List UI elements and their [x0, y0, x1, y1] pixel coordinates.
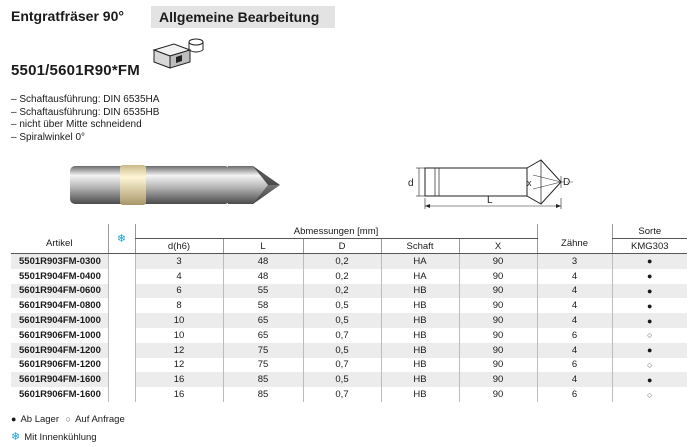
- cell-D: 0,2: [303, 284, 381, 299]
- cell-X: 90: [459, 372, 537, 387]
- cell-shank: HB: [381, 387, 459, 402]
- cell-avail: ●: [647, 300, 653, 311]
- cell-X: 90: [459, 358, 537, 373]
- cooling-icon: ❄: [11, 431, 21, 443]
- table-row: [11, 343, 687, 358]
- cell-article: 5601R906FM-1000: [11, 328, 108, 343]
- cooling-cell: [108, 284, 135, 299]
- cooling-cell: [108, 372, 135, 387]
- cell-X: 90: [459, 269, 537, 284]
- cell-teeth: 4: [537, 313, 612, 328]
- cell-article: 5601R904FM-0600: [11, 284, 108, 299]
- cooling-cell: [108, 269, 135, 284]
- cell-d: 3: [135, 254, 223, 269]
- table-row: [11, 328, 687, 343]
- col-shank: Schaft: [381, 239, 459, 254]
- cell-L: 48: [223, 269, 303, 284]
- cooling-cell: [108, 254, 135, 269]
- cell-L: 58: [223, 298, 303, 313]
- col-teeth: Zähne: [537, 224, 612, 254]
- col-article: Artikel: [11, 224, 108, 254]
- cell-avail: ●: [612, 343, 687, 358]
- cell-avail: ●: [612, 313, 687, 328]
- cell-D: 0,5: [303, 372, 381, 387]
- cell-avail: ●: [612, 254, 687, 269]
- cooling-cell: [108, 313, 135, 328]
- table-row: [11, 313, 687, 328]
- cell-d: 10: [135, 328, 223, 343]
- tool-photo: [68, 162, 293, 208]
- cell-article: 5601R904FM-1600: [11, 372, 108, 387]
- legend-availability: [11, 414, 129, 425]
- dim-L-label: L: [487, 195, 493, 206]
- cell-d: 4: [135, 269, 223, 284]
- cell-L: 85: [223, 372, 303, 387]
- feature-item: – Schaftausführung: DIN 6535HA: [11, 94, 159, 107]
- table-row: [11, 387, 687, 402]
- cell-L: 75: [223, 343, 303, 358]
- cell-X: 90: [459, 328, 537, 343]
- cell-d: 12: [135, 343, 223, 358]
- workpiece-icon: [150, 36, 210, 70]
- in-stock-symbol: ●: [11, 414, 17, 424]
- cell-teeth: 6: [537, 328, 612, 343]
- feature-item: – nicht über Mitte schneidend: [11, 119, 159, 132]
- cell-X: 90: [459, 284, 537, 299]
- cell-shank: HB: [381, 328, 459, 343]
- cell-article: 5601R904FM-1200: [11, 343, 108, 358]
- cell-article: 5601R904FM-1000: [11, 313, 108, 328]
- cell-d: 16: [135, 387, 223, 402]
- cell-shank: HB: [381, 343, 459, 358]
- cell-d: 6: [135, 284, 223, 299]
- cooling-cell: [108, 358, 135, 373]
- cell-teeth: 4: [537, 284, 612, 299]
- cell-avail: ○: [647, 330, 653, 341]
- on-request-symbol: ○: [65, 414, 72, 424]
- cooling-cell: [108, 298, 135, 313]
- cell-teeth: 4: [537, 269, 612, 284]
- cell-avail: ●: [612, 372, 687, 387]
- cell-shank: HA: [381, 254, 459, 269]
- cell-article: 5501R904FM-0400: [11, 269, 108, 284]
- cell-teeth: 4: [537, 372, 612, 387]
- cell-avail: ●: [612, 284, 687, 299]
- group-grade: Sorte: [612, 224, 687, 239]
- tool-drawing: [405, 152, 580, 212]
- cell-avail: ●: [647, 271, 653, 282]
- cell-d: 10: [135, 313, 223, 328]
- cell-X: 90: [459, 343, 537, 358]
- table-row: [11, 372, 687, 387]
- cell-D: 0,5: [303, 343, 381, 358]
- cooling-cell: [108, 328, 135, 343]
- table-row: [11, 284, 687, 299]
- product-title: Entgratfräser 90°: [11, 8, 124, 24]
- feature-item: – Schaftausführung: DIN 6535HB: [11, 107, 159, 120]
- col-dh6: d(h6): [135, 239, 223, 254]
- cooling-label: Mit Innenkühlung: [24, 432, 97, 443]
- feature-list: [11, 94, 159, 144]
- col-D: D: [303, 239, 381, 254]
- cell-avail: ○: [647, 389, 653, 400]
- cell-D: 0,7: [303, 328, 381, 343]
- cell-D: 0,2: [303, 269, 381, 284]
- cell-teeth: 4: [537, 343, 612, 358]
- category-badge: Allgemeine Bearbeitung: [151, 6, 335, 28]
- group-dimensions: Abmessungen [mm]: [135, 224, 537, 239]
- table-row: [11, 358, 687, 373]
- cell-article: 5501R903FM-0300: [11, 254, 108, 269]
- cell-shank: HB: [381, 298, 459, 313]
- cell-d: 8: [135, 298, 223, 313]
- cell-L: 75: [223, 358, 303, 373]
- cell-teeth: 6: [537, 358, 612, 373]
- cell-L: 48: [223, 254, 303, 269]
- cell-article: 5601R906FM-1600: [11, 387, 108, 402]
- cell-D: 0,5: [303, 298, 381, 313]
- legend-cooling: [11, 430, 101, 443]
- dim-D-label: D: [563, 177, 571, 188]
- product-code: 5501/5601R90*FM: [11, 62, 140, 79]
- dim-d-label: d: [408, 178, 414, 189]
- cell-shank: HB: [381, 372, 459, 387]
- table-row: [11, 254, 687, 269]
- cell-d: 16: [135, 372, 223, 387]
- cell-X: 90: [459, 387, 537, 402]
- cell-L: 55: [223, 284, 303, 299]
- product-table: [11, 224, 687, 402]
- cooling-header-icon: ❄: [108, 224, 135, 254]
- table-row: [11, 298, 687, 313]
- cell-D: 0,7: [303, 387, 381, 402]
- col-grade: KMG303: [612, 239, 687, 254]
- cell-teeth: 6: [537, 387, 612, 402]
- cooling-cell: [108, 387, 135, 402]
- cell-X: 90: [459, 313, 537, 328]
- cell-shank: HB: [381, 284, 459, 299]
- cell-teeth: 3: [537, 254, 612, 269]
- cell-avail: ○: [647, 359, 653, 370]
- col-X: X: [459, 239, 537, 254]
- cell-L: 85: [223, 387, 303, 402]
- cell-shank: HB: [381, 358, 459, 373]
- in-stock-label: Ab Lager: [20, 414, 59, 425]
- svg-text:x: x: [527, 178, 532, 188]
- cell-article: 5601R906FM-1200: [11, 358, 108, 373]
- cell-teeth: 4: [537, 298, 612, 313]
- cell-article: 5601R904FM-0800: [11, 298, 108, 313]
- cell-X: 90: [459, 298, 537, 313]
- cell-shank: HA: [381, 269, 459, 284]
- cell-shank: HB: [381, 313, 459, 328]
- on-request-label: Auf Anfrage: [75, 414, 125, 425]
- cell-d: 12: [135, 358, 223, 373]
- cell-D: 0,2: [303, 254, 381, 269]
- table-row: [11, 269, 687, 284]
- cell-X: 90: [459, 254, 537, 269]
- col-L: L: [223, 239, 303, 254]
- cooling-cell: [108, 343, 135, 358]
- cell-D: 0,7: [303, 358, 381, 373]
- cell-D: 0,5: [303, 313, 381, 328]
- cell-L: 65: [223, 313, 303, 328]
- feature-item: – Spiralwinkel 0°: [11, 132, 159, 145]
- cell-L: 65: [223, 328, 303, 343]
